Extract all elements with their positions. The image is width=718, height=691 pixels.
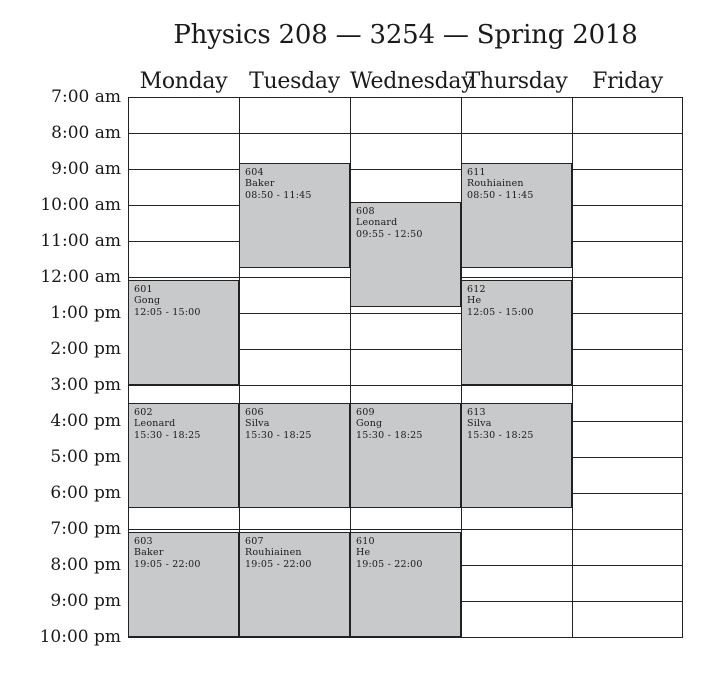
section-block-606[interactable] [239, 403, 350, 508]
section-instructor: Baker [245, 178, 275, 190]
hour-line [461, 601, 572, 602]
hour-line [572, 349, 683, 350]
hour-line [128, 205, 239, 206]
section-section: 613 [467, 407, 486, 418]
hour-line [239, 349, 350, 350]
section-time: 15:30 - 18:25 [356, 429, 423, 441]
section-instructor: Leonard [134, 418, 176, 430]
hour-line [350, 385, 461, 386]
section-block-610[interactable] [350, 532, 461, 637]
section-time: 15:30 - 18:25 [467, 429, 534, 441]
section-block-612[interactable] [461, 280, 572, 385]
hour-line [572, 313, 683, 314]
hour-line [350, 133, 461, 134]
hour-line [572, 457, 683, 458]
section-time: 19:05 - 22:00 [245, 558, 312, 570]
section-instructor: Gong [356, 418, 383, 430]
time-label: 8:00 am [51, 123, 121, 143]
hour-line [128, 169, 239, 170]
section-instructor: Gong [134, 295, 161, 307]
time-label: 11:00 am [40, 231, 121, 251]
time-label: 8:00 pm [50, 555, 121, 575]
hour-line [572, 493, 683, 494]
section-section: 608 [356, 206, 375, 217]
section-instructor: He [467, 295, 482, 307]
time-label: 9:00 am [51, 159, 121, 179]
section-time: 08:50 - 11:45 [245, 189, 312, 201]
hour-line [239, 97, 350, 98]
hour-line [350, 97, 461, 98]
hour-line [461, 385, 572, 386]
time-label: 7:00 am [51, 87, 121, 107]
column-divider [350, 97, 351, 637]
hour-line [572, 133, 683, 134]
section-instructor: He [356, 547, 371, 559]
hour-line [239, 133, 350, 134]
time-label: 6:00 pm [50, 483, 121, 503]
column-divider [572, 97, 573, 637]
section-instructor: Silva [245, 418, 270, 430]
hour-line [128, 241, 239, 242]
time-label: 10:00 pm [39, 627, 121, 647]
section-time: 15:30 - 18:25 [134, 429, 201, 441]
hour-line [572, 529, 683, 530]
section-block-603[interactable] [128, 532, 239, 637]
section-block-607[interactable] [239, 532, 350, 637]
day-column-friday [572, 97, 683, 637]
schedule-grid [128, 97, 683, 637]
hour-line [128, 637, 239, 638]
day-column-monday [128, 97, 239, 637]
hour-line [572, 637, 683, 638]
section-time: 09:55 - 12:50 [356, 228, 423, 240]
day-column-thursday [461, 97, 572, 637]
hour-line [572, 601, 683, 602]
hour-line [350, 529, 461, 530]
hour-line [461, 637, 572, 638]
day-header-friday: Friday [592, 69, 663, 94]
hour-line [239, 529, 350, 530]
hour-line [128, 277, 239, 278]
hour-line [128, 385, 239, 386]
hour-line [350, 637, 461, 638]
column-divider [461, 97, 462, 637]
hour-line [461, 277, 572, 278]
hour-line [572, 205, 683, 206]
section-section: 602 [134, 407, 153, 418]
section-time: 12:05 - 15:00 [467, 306, 534, 318]
hour-line [461, 565, 572, 566]
section-section: 607 [245, 536, 264, 547]
day-column-tuesday [239, 97, 350, 637]
section-block-613[interactable] [461, 403, 572, 508]
time-label: 9:00 pm [50, 591, 121, 611]
hour-line [572, 241, 683, 242]
section-section: 609 [356, 407, 375, 418]
time-label: 2:00 pm [50, 339, 121, 359]
day-header-thursday: Thursday [465, 69, 568, 94]
section-time: 19:05 - 22:00 [134, 558, 201, 570]
section-block-611[interactable] [461, 163, 572, 268]
column-divider [128, 97, 129, 637]
section-section: 611 [467, 167, 486, 178]
section-block-604[interactable] [239, 163, 350, 268]
hour-line [350, 349, 461, 350]
time-label: 12:00 am [40, 267, 121, 287]
section-time: 15:30 - 18:25 [245, 429, 312, 441]
time-label: 3:00 pm [50, 375, 121, 395]
schedule-title: Physics 208 — 3254 — Spring 2018 [173, 20, 638, 50]
day-header-wednesday: Wednesday [350, 69, 474, 94]
hour-line [572, 385, 683, 386]
hour-line [461, 529, 572, 530]
section-section: 606 [245, 407, 264, 418]
time-label: 10:00 am [40, 195, 121, 215]
hour-line [239, 313, 350, 314]
section-time: 19:05 - 22:00 [356, 558, 423, 570]
hour-line [128, 97, 239, 98]
hour-line [461, 97, 572, 98]
hour-line [572, 97, 683, 98]
hour-line [572, 169, 683, 170]
section-instructor: Baker [134, 547, 164, 559]
time-label: 4:00 pm [50, 411, 121, 431]
section-section: 601 [134, 284, 153, 295]
section-instructor: Rouhiainen [467, 178, 524, 190]
day-header-tuesday: Tuesday [249, 69, 340, 94]
hour-line [461, 133, 572, 134]
section-block-608[interactable] [350, 202, 461, 307]
section-instructor: Rouhiainen [245, 547, 302, 559]
hour-line [350, 169, 461, 170]
hour-line [572, 565, 683, 566]
column-divider [239, 97, 240, 637]
section-time: 08:50 - 11:45 [467, 189, 534, 201]
time-label: 5:00 pm [50, 447, 121, 467]
section-time: 12:05 - 15:00 [134, 306, 201, 318]
section-section: 612 [467, 284, 486, 295]
section-section: 610 [356, 536, 375, 547]
column-divider [682, 97, 683, 637]
hour-line [239, 277, 350, 278]
hour-line [239, 385, 350, 386]
section-instructor: Leonard [356, 217, 398, 229]
section-section: 604 [245, 167, 264, 178]
section-section: 603 [134, 536, 153, 547]
time-label: 7:00 pm [50, 519, 121, 539]
hour-line [572, 421, 683, 422]
hour-line [128, 133, 239, 134]
hour-line [239, 637, 350, 638]
day-column-wednesday [350, 97, 461, 637]
section-block-609[interactable] [350, 403, 461, 508]
day-header-monday: Monday [139, 69, 228, 94]
section-block-601[interactable] [128, 280, 239, 385]
hour-line [572, 277, 683, 278]
section-instructor: Silva [467, 418, 492, 430]
time-label: 1:00 pm [50, 303, 121, 323]
hour-line [128, 529, 239, 530]
hour-line [350, 313, 461, 314]
section-block-602[interactable] [128, 403, 239, 508]
